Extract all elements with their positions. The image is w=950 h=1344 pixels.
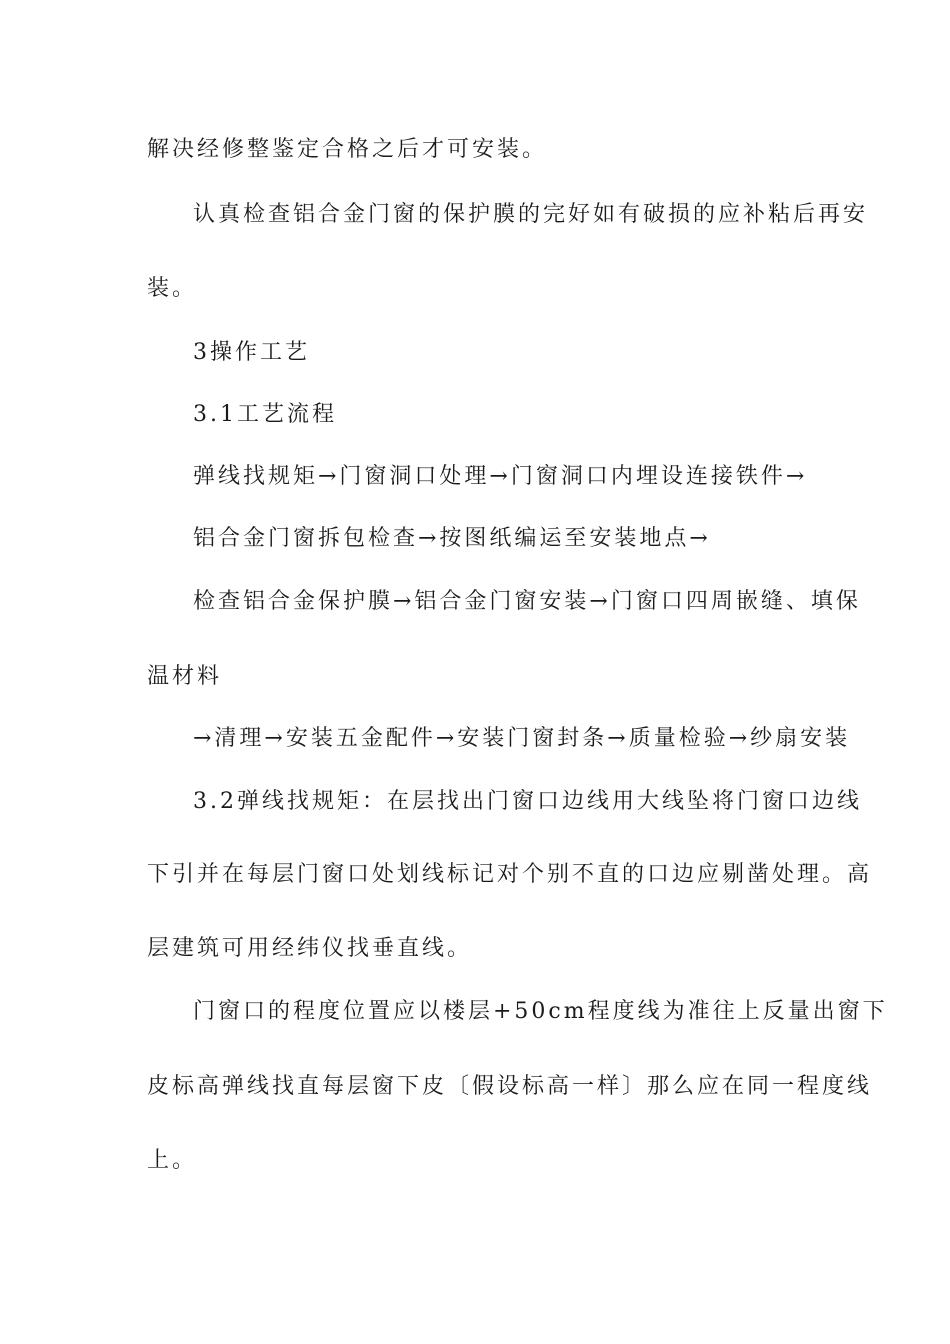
process-flow-line-2: 铝合金门窗拆包检查→按图纸编运至安装地点→	[193, 526, 711, 551]
section-heading-3: 3操作工艺	[193, 340, 310, 365]
text-line-13: 层建筑可用经纬仪找垂直线。	[147, 936, 473, 961]
text-line-14: 门窗口的程度位置应以楼层+50cm程度线为准往上反量出窗下	[193, 999, 888, 1024]
process-flow-line-5: →清理→安装五金配件→安装门窗封条→质量检验→纱扇安装	[193, 726, 851, 751]
text-line-15: 皮标高弹线找直每层窗下皮〔假设标高一样〕那么应在同一程度线	[147, 1074, 873, 1099]
text-line-12: 下引并在每层门窗口处划线标记对个别不直的口边应剔凿处理。高	[147, 862, 873, 887]
text-line-16: 上。	[147, 1148, 198, 1173]
text-line-2: 认真检查铝合金门窗的保护膜的完好如有破损的应补粘后再安	[193, 202, 869, 227]
text-line-1: 解决经修整鉴定合格之后才可安装。	[147, 137, 548, 162]
process-flow-line-3: 检查铝合金保护膜→铝合金门窗安装→门窗口四周嵌缝、填保	[193, 589, 861, 614]
subsection-heading-3-1: 3.1工艺流程	[193, 402, 337, 427]
text-line-11: 3.2弹线找规矩：在层找出门窗口边线用大线坠将门窗口边线	[193, 789, 862, 814]
process-flow-line-4: 温材料	[147, 664, 223, 689]
process-flow-line-1: 弹线找规矩→门窗洞口处理→门窗洞口内埋设连接铁件→	[193, 464, 808, 489]
text-line-3: 装。	[147, 276, 198, 301]
